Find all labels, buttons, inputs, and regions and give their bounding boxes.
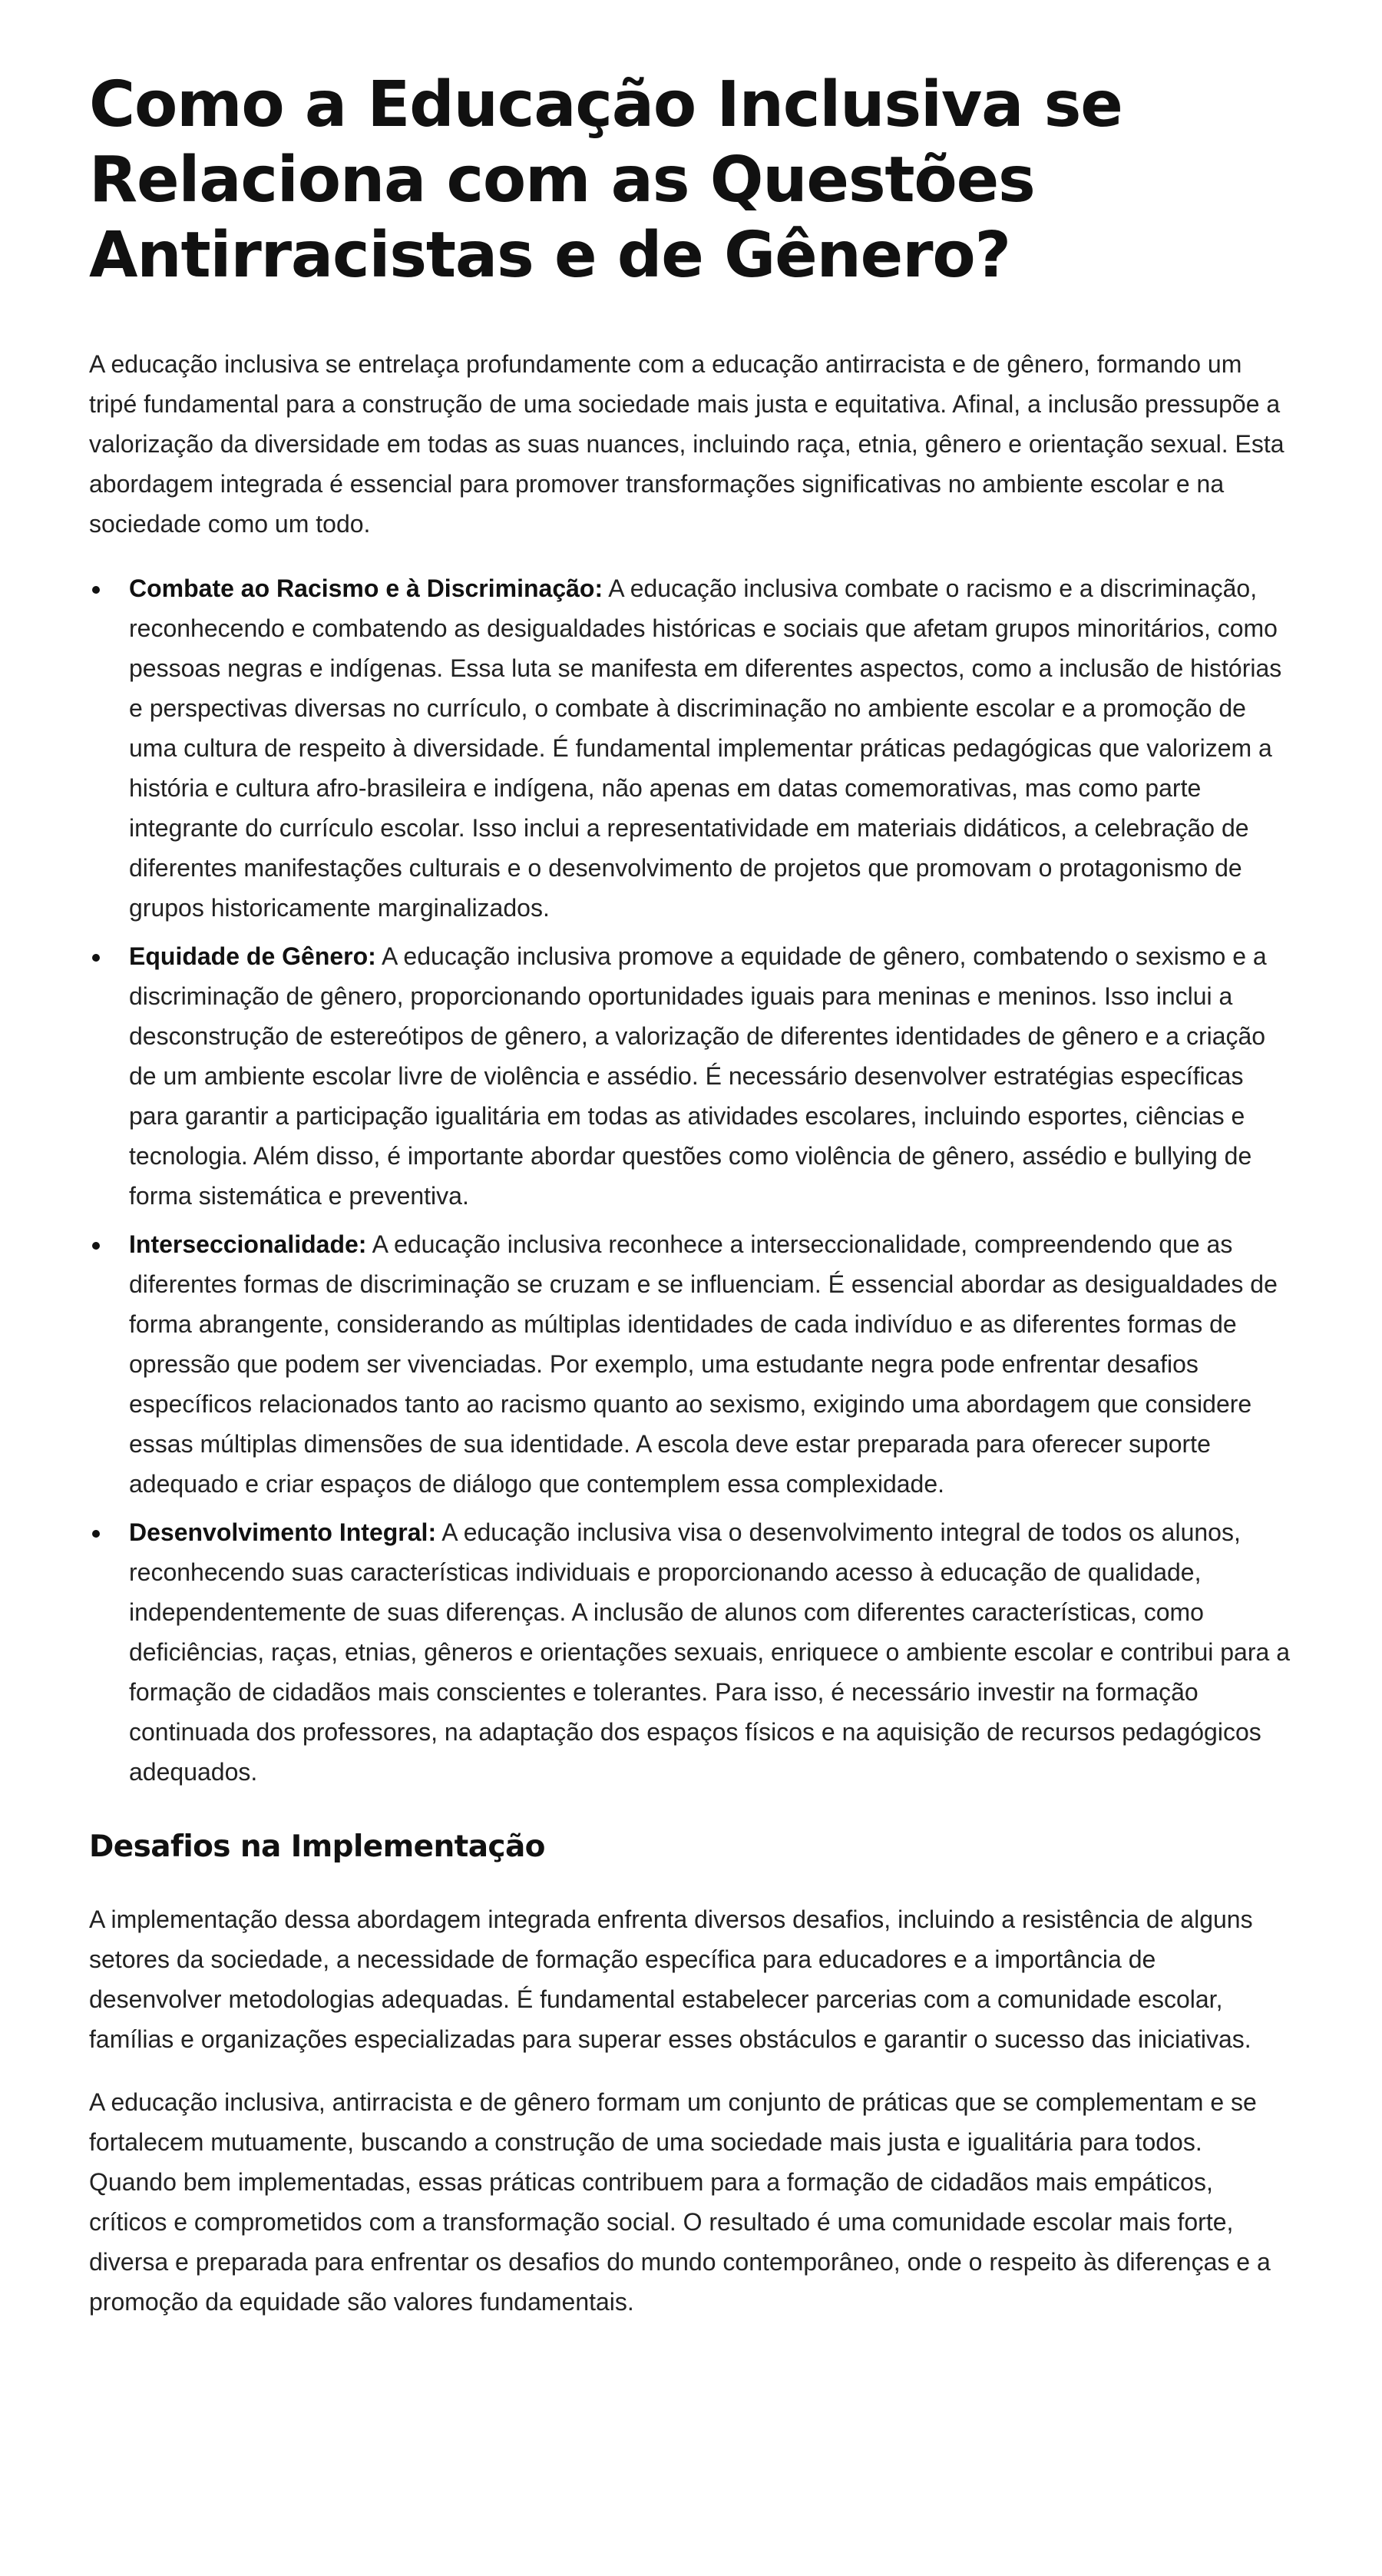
article-content: [89, 68, 1293, 2322]
topics-list: [89, 568, 1293, 1792]
bullet-icon: [92, 586, 100, 594]
list-item-term: Desenvolvimento Integral:: [129, 1518, 437, 1546]
list-item-term: Combate ao Racismo e à Discriminação:: [129, 574, 603, 602]
article-title: Como a Educação Inclusiva se Relaciona com as Questões Antirracistas e de Gênero?: [89, 68, 1122, 292]
list-item-text: A educação inclusiva promove a equidade de gênero, combatendo o sexismo e a discriminação de gênero, proporcionando oportunidades iguais para meninas e meninos. Isso inclui a desconstrução de estereótipos de gênero, a valorização de diferentes identidades de gênero e a criação de um ambiente escolar livre de violência e assédio. É necessário desenvolver estratégias específicas para garantir a participação igualitária em todas as atividades escolares, incluindo esportes, ciências e tecnologia. Além disso, é importante abordar questões como violência de gênero, assédio e bullying de forma sistemática e preventiva.: [129, 942, 1267, 1210]
section-heading: Desafios na Implementação: [89, 1829, 545, 1864]
challenges-paragraph: A implementação dessa abordagem integrada enfrenta diversos desafios, incluindo a resistência de alguns setores da sociedade, a necessidade de formação específica para educadores e a importância de desenvolver metodologias adequadas. É fundamental estabelecer parcerias com a comunidade escolar, famílias e organizações especializadas para superar esses obstáculos e garantir o sucesso das iniciativas.: [89, 1906, 1253, 2053]
list-item-gender-equity: [89, 936, 1293, 1216]
list-item-text: A educação inclusiva combate o racismo e a discriminação, reconhecendo e combatendo as desigualdades históricas e sociais que afetam grupos minoritários, como pessoas negras e indígenas. Essa luta se manifesta em diferentes aspectos, como a inclusão de histórias e perspectivas diversas no currículo, o combate à discriminação no ambiente escolar e a promoção de uma cultura de respeito à diversidade. É fundamental implementar práticas pedagógicas que valorizem a história e cultura afro-brasileira e indígena, não apenas em datas comemorativas, mas como parte integrante do currículo escolar. Isso inclui a representatividade em materiais didáticos, a celebração de diferentes manifestações culturais e o desenvolvimento de projetos que promovam o protagonismo de grupos historicamente marginalizados.: [129, 574, 1282, 922]
list-item-text: A educação inclusiva reconhece a interseccionalidade, compreendendo que as diferentes formas de discriminação se cruzam e se influenciam. É essencial abordar as desigualdades de forma abrangente, considerando as múltiplas identidades de cada indivíduo e as diferentes formas de opressão que podem ser vivenciadas. Por exemplo, uma estudante negra pode enfrentar desafios específicos relacionados tanto ao racismo quanto ao sexismo, exigindo uma abordagem que considere essas múltiplas dimensões de sua identidade. A escola deve estar preparada para oferecer suporte adequado e criar espaços de diálogo que contemplem essa complexidade.: [129, 1230, 1278, 1498]
bullet-icon: [92, 1242, 100, 1250]
closing-paragraph: A educação inclusiva, antirracista e de gênero formam um conjunto de práticas que se complementam e se fortalecem mutuamente, buscando a construção de uma sociedade mais justa e igualitária para todos. Quando bem implementadas, essas práticas contribuem para a formação de cidadãos mais empáticos, críticos e comprometidos com a transformação social. O resultado é uma comunidade escolar mais forte, diversa e preparada para enfrentar os desafios do mundo contemporâneo, onde o respeito às diferenças e a promoção da equidade são valores fundamentais.: [89, 2088, 1271, 2316]
bullet-icon: [92, 1530, 100, 1538]
list-item-term: Equidade de Gênero:: [129, 942, 376, 970]
list-item-term: Interseccionalidade:: [129, 1230, 367, 1258]
list-item-text: A educação inclusiva visa o desenvolvimento integral de todos os alunos, reconhecendo suas características individuais e proporcionando acesso à educação de qualidade, independentemente de suas diferenças. A inclusão de alunos com diferentes características, como deficiências, raças, etnias, gêneros e orientações sexuais, enriquece o ambiente escolar e contribui para a formação de cidadãos mais conscientes e tolerantes. Para isso, é necessário investir na formação continuada dos professores, na adaptação dos espaços físicos e na aquisição de recursos pedagógicos adequados.: [129, 1518, 1290, 1786]
list-item-racism: [89, 568, 1293, 928]
list-item-integral-development: [89, 1512, 1293, 1792]
list-item-intersectionality: [89, 1224, 1293, 1504]
intro-paragraph: A educação inclusiva se entrelaça profundamente com a educação antirracista e de gênero, formando um tripé fundamental para a construção de uma sociedade mais justa e equitativa. Afinal, a inclusão pressupõe a valorização da diversidade em todas as suas nuances, incluindo raça, etnia, gênero e orientação sexual. Esta abordagem integrada é essencial para promover transformações significativas no ambiente escolar e na sociedade como um todo.: [89, 350, 1284, 538]
bullet-icon: [92, 954, 100, 962]
